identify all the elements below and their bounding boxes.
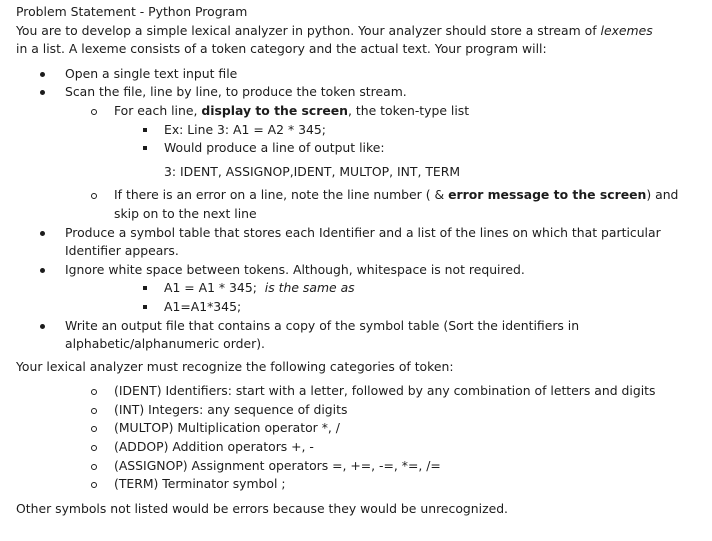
bullet-whitespace xyxy=(16,261,706,280)
category-text: (MULTOP) Multiplication operator *, / xyxy=(114,420,340,436)
bullet-dot-icon xyxy=(40,268,45,273)
subbullet-error-continued: skip on to the next line xyxy=(114,205,257,221)
subsubbullet-ws-example-2 xyxy=(16,298,706,317)
bullet-square-icon xyxy=(143,305,147,309)
bullet-circle-icon xyxy=(91,408,97,414)
bullet-output-file xyxy=(16,317,706,336)
bullet-text: Ex: Line 3: A1 = A2 * 345; xyxy=(164,121,326,137)
category-item xyxy=(16,382,706,401)
bullet-circle-icon xyxy=(91,389,97,395)
subsubbullet-example xyxy=(16,121,706,140)
bullet-circle-icon xyxy=(91,193,97,199)
bullet-scan-file xyxy=(16,83,706,102)
category-item xyxy=(16,438,706,457)
bullet-text: If there is an error on a line, note the line number ( & xyxy=(114,187,449,203)
bullet-text: For each line, xyxy=(114,102,202,118)
recognize-heading: Your lexical analyzer must recognize the following categories of token: xyxy=(16,358,454,374)
bullet-text: , the token-type list xyxy=(348,102,470,118)
category-text: (TERM) Terminator symbol ; xyxy=(114,476,286,492)
category-item xyxy=(16,475,706,494)
bullet-square-icon xyxy=(143,128,147,132)
bullet-circle-icon xyxy=(91,426,97,432)
bullet-text: Scan the file, line by line, to produce the token stream. xyxy=(65,84,407,100)
bullet-text: Write an output file that contains a copy of the symbol table (Sort the identifiers in xyxy=(65,317,580,333)
category-text: (ADDOP) Addition operators +, - xyxy=(114,439,314,455)
category-item xyxy=(16,457,706,476)
bold-text: error message to the screen xyxy=(448,187,647,203)
bullet-symbol-table xyxy=(16,224,706,243)
bullet-circle-icon xyxy=(91,464,97,470)
category-text: (IDENT) Identifiers: start with a letter, followed by any combination of letters and digits xyxy=(114,383,656,399)
bullet-dot-icon xyxy=(40,324,45,329)
bullet-square-icon xyxy=(143,286,147,290)
subsubbullet-ws-example-1 xyxy=(16,279,706,298)
document-title: Problem Statement - Python Program xyxy=(16,4,248,19)
problem-statement-document xyxy=(16,3,706,518)
closing-note: Other symbols not listed would be errors because they would be unrecognized. xyxy=(16,500,508,516)
bold-text: display to the screen xyxy=(201,102,349,118)
bullet-open-file xyxy=(16,65,706,84)
subbullet-error xyxy=(16,186,706,205)
bullet-output-file-continued: alphabetic/alphanumeric order). xyxy=(65,336,265,352)
bullet-text: Produce a symbol table that stores each Identifier and a list of the lines on which that particular xyxy=(65,224,661,240)
code-text: A1=A1*345; xyxy=(164,298,242,314)
bullet-circle-icon xyxy=(91,109,97,115)
category-item xyxy=(16,419,706,438)
sample-output-line: 3: IDENT, ASSIGNOP,IDENT, MULTOP, INT, TERM xyxy=(164,163,461,179)
intro-line-1 xyxy=(16,22,706,41)
bullet-circle-icon xyxy=(91,482,97,488)
bullet-dot-icon xyxy=(40,90,45,95)
subbullet-each-line xyxy=(16,102,706,121)
bullet-square-icon xyxy=(143,146,147,150)
bullet-text: ) and xyxy=(646,187,679,203)
bullet-text: Ignore white space between tokens. Although, whitespace is not required. xyxy=(65,261,525,277)
category-text: (ASSIGNOP) Assignment operators =, +=, -=, *=, /= xyxy=(114,457,441,473)
bullet-dot-icon xyxy=(40,72,45,77)
category-text: (INT) Integers: any sequence of digits xyxy=(114,401,348,417)
intro-line-2: in a list. A lexeme consists of a token category and the actual text. Your program will: xyxy=(16,41,547,57)
italic-note: is the same as xyxy=(264,280,355,296)
category-item xyxy=(16,401,706,420)
bullet-text: Would produce a line of output like: xyxy=(164,140,385,156)
intro-text: You are to develop a simple lexical analyzer in python. Your analyzer should store a stream of xyxy=(16,22,601,38)
code-text: A1 = A1 * 345; xyxy=(164,280,257,296)
bullet-circle-icon xyxy=(91,445,97,451)
bullet-symbol-table-continued: Identifier appears. xyxy=(65,243,179,259)
bullet-text: Open a single text input file xyxy=(65,65,238,81)
bullet-dot-icon xyxy=(40,231,45,236)
lexemes-term: lexemes xyxy=(600,22,653,38)
subsubbullet-would-produce xyxy=(16,139,706,158)
